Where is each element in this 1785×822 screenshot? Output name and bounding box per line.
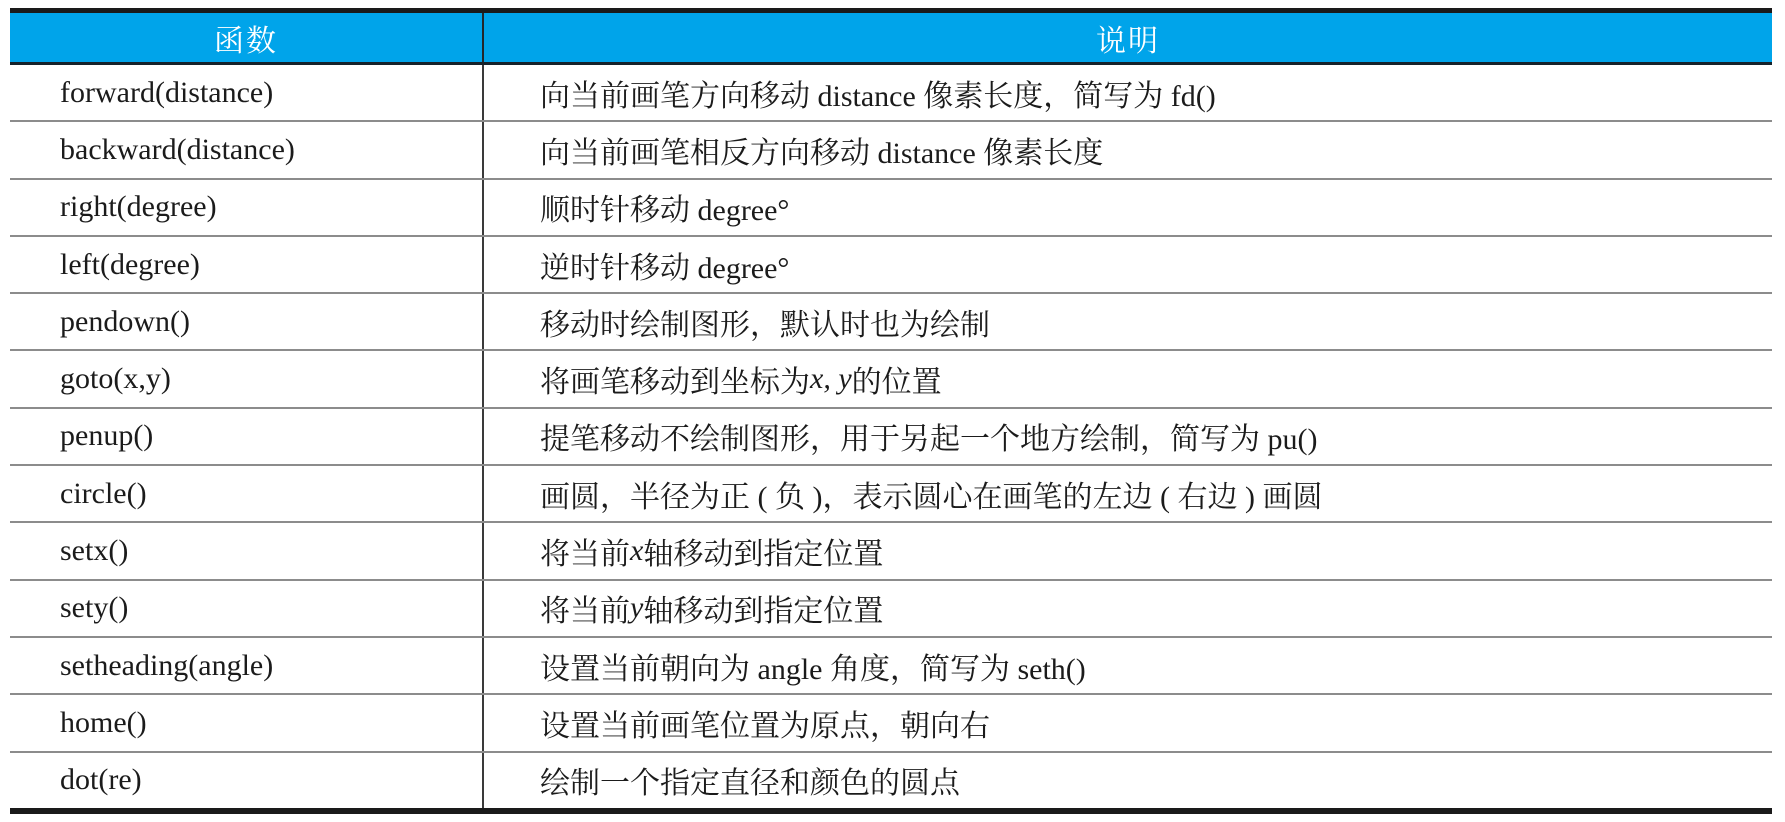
table-row xyxy=(10,581,1772,638)
description-cell xyxy=(484,409,1772,464)
table-row xyxy=(10,695,1772,752)
description-variable: x xyxy=(630,534,644,568)
description-text: 设置当前朝向为 angle 角度，简写为 seth() xyxy=(540,652,1086,686)
description-cell xyxy=(484,351,1772,406)
function-cell: pendown() xyxy=(10,294,484,349)
description-cell xyxy=(484,122,1772,177)
function-cell: circle() xyxy=(10,466,484,521)
description-cell xyxy=(484,294,1772,349)
function-cell: forward(distance) xyxy=(10,65,484,120)
description-cell xyxy=(484,638,1772,693)
description-cell xyxy=(484,523,1772,578)
function-cell: goto(x,y) xyxy=(10,351,484,406)
table-row xyxy=(10,294,1772,351)
description-cell xyxy=(484,753,1772,808)
description-text: 画圆，半径为正 ( 负 )，表示圆心在画笔的左边 ( 右边 ) 画圆 xyxy=(540,480,1323,514)
table-row xyxy=(10,753,1772,808)
function-cell: dot(re) xyxy=(10,753,484,808)
header-description-column: 说明 xyxy=(1096,24,1160,58)
description-variable: y xyxy=(630,591,644,625)
description-text: 向当前画笔相反方向移动 distance 像素长度 xyxy=(540,136,1104,170)
description-text: 将画笔移动到坐标为 xyxy=(540,366,810,400)
description-text: 设置当前画笔位置为原点，朝向右 xyxy=(540,709,990,743)
function-cell: left(degree) xyxy=(10,237,484,292)
description-cell xyxy=(484,695,1772,750)
turtle-function-table xyxy=(10,8,1772,814)
table-body xyxy=(10,65,1772,808)
function-cell: right(degree) xyxy=(10,180,484,235)
function-cell: setheading(angle) xyxy=(10,638,484,693)
description-variable: x, y xyxy=(810,362,852,396)
description-text: 向当前画笔方向移动 distance 像素长度，简写为 fd() xyxy=(540,79,1216,113)
function-cell: penup() xyxy=(10,409,484,464)
description-text: 移动时绘制图形，默认时也为绘制 xyxy=(540,308,990,342)
description-text: 轴移动到指定位置 xyxy=(643,538,884,572)
table-row xyxy=(10,638,1772,695)
description-text: 的位置 xyxy=(851,366,942,400)
function-cell: sety() xyxy=(10,581,484,636)
function-cell: setx() xyxy=(10,523,484,578)
header-function-column: 函数 xyxy=(10,13,484,62)
table-row xyxy=(10,65,1772,122)
description-cell xyxy=(484,180,1772,235)
description-text: 轴移动到指定位置 xyxy=(643,595,884,629)
table-header-row xyxy=(10,13,1772,65)
description-cell xyxy=(484,466,1772,521)
table-row xyxy=(10,409,1772,466)
table-row xyxy=(10,351,1772,408)
description-text: 逆时针移动 degree° xyxy=(540,251,790,285)
description-cell xyxy=(484,581,1772,636)
table-row xyxy=(10,122,1772,179)
description-text: 绘制一个指定直径和颜色的圆点 xyxy=(540,767,960,801)
table-row xyxy=(10,237,1772,294)
function-cell: backward(distance) xyxy=(10,122,484,177)
table-row xyxy=(10,466,1772,523)
description-cell xyxy=(484,237,1772,292)
function-cell: home() xyxy=(10,695,484,750)
description-text: 将当前 xyxy=(540,538,630,572)
description-text: 将当前 xyxy=(540,595,630,629)
description-text: 提笔移动不绘制图形，用于另起一个地方绘制，简写为 pu() xyxy=(540,423,1318,457)
description-text: 顺时针移动 degree° xyxy=(540,194,790,228)
table-row xyxy=(10,180,1772,237)
description-cell xyxy=(484,65,1772,120)
table-row xyxy=(10,523,1772,580)
